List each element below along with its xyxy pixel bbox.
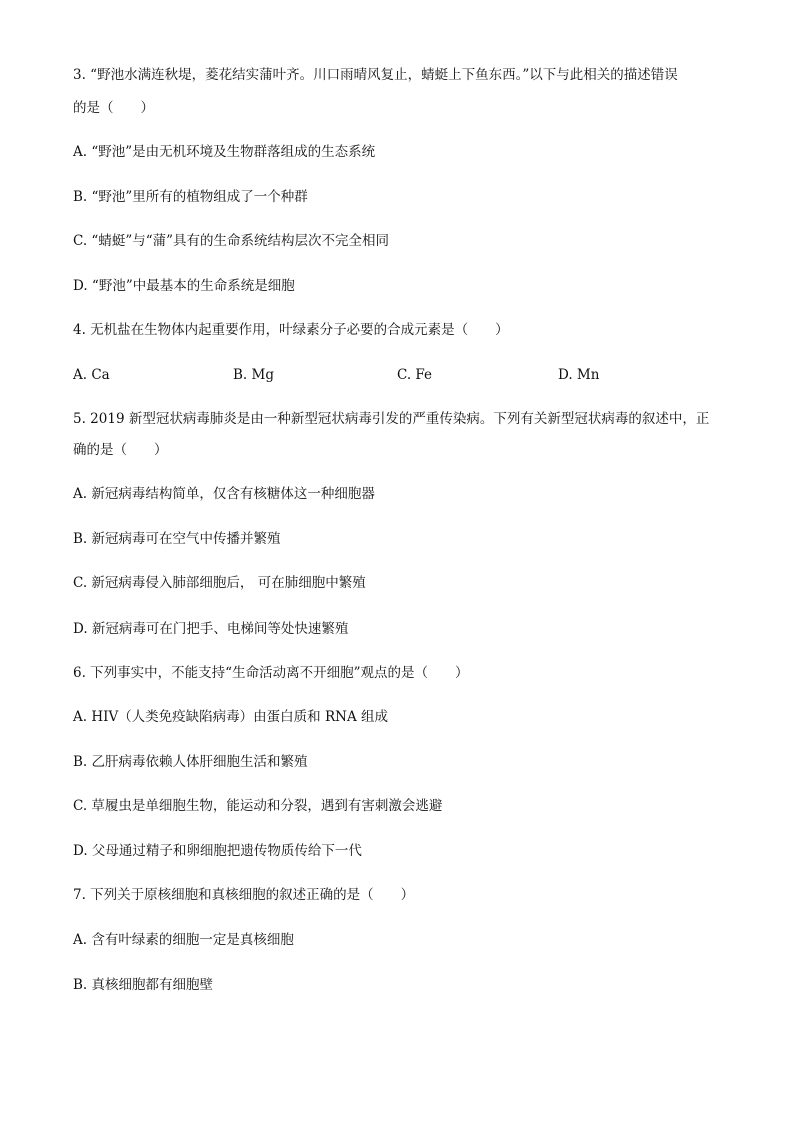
q6-option-d: D. 父母通过精子和卵细胞把遗传物质传给下一代 bbox=[73, 843, 362, 859]
q3-stem-line2: 的是（ ） bbox=[73, 100, 154, 116]
q5-option-a: A. 新冠病毒结构简单，仅含有核糖体这一种细胞器 bbox=[73, 486, 375, 502]
q6-option-a: A. HIV（人类免疫缺陷病毒）由蛋白质和 RNA 组成 bbox=[73, 709, 388, 725]
q6-option-b: B. 乙肝病毒依赖人体肝细胞生活和繁殖 bbox=[73, 754, 308, 770]
q6-stem: 6. 下列事实中，不能支持“生命活动离不开细胞”观点的是（ ） bbox=[73, 665, 469, 681]
q7-option-a: A. 含有叶绿素的细胞一定是真核细胞 bbox=[73, 932, 294, 948]
q4-stem: 4. 无机盐在生物体内起重要作用，叶绿素分子必要的合成元素是（ ） bbox=[73, 322, 509, 338]
q6-option-c: C. 草履虫是单细胞生物，能运动和分裂，遇到有害刺激会逃避 bbox=[73, 798, 443, 814]
q3-stem-line1: 3. “野池水满连秋堤，菱花结实蒲叶齐。川口雨晴风复止，蜻蜓上下鱼东西。”以下与此相关的描述错误 bbox=[73, 67, 678, 83]
q3-option-b: B. “野池”里所有的植物组成了一个种群 bbox=[73, 189, 308, 205]
q5-option-b: B. 新冠病毒可在空气中传播并繁殖 bbox=[73, 531, 281, 547]
q3-option-a: A. “野池”是由无机环境及生物群落组成的生态系统 bbox=[73, 144, 376, 160]
q3-option-c: C. “蜻蜓”与“蒲”具有的生命系统结构层次不完全相同 bbox=[73, 233, 390, 249]
q5-stem-line2: 确的是（ ） bbox=[73, 442, 168, 458]
q7-stem: 7. 下列关于原核细胞和真核细胞的叙述正确的是（ ） bbox=[73, 887, 415, 903]
q3-option-d: D. “野池”中最基本的生命系统是细胞 bbox=[73, 278, 295, 294]
q7-option-b: B. 真核细胞都有细胞壁 bbox=[73, 977, 214, 993]
q5-option-d: D. 新冠病毒可在门把手、电梯间等处快速繁殖 bbox=[73, 621, 349, 637]
q4-option-b: B. Mg bbox=[233, 367, 274, 383]
q4-option-c: C. Fe bbox=[397, 367, 433, 383]
q4-option-a: A. Ca bbox=[73, 367, 110, 383]
q5-stem-line1: 5. 2019 新型冠状病毒肺炎是由一种新型冠状病毒引发的严重传染病。下列有关新型冠状病毒的叙述中，正 bbox=[73, 411, 710, 427]
q5-option-c: C. 新冠病毒侵入肺部细胞后， 可在肺细胞中繁殖 bbox=[73, 575, 366, 591]
q4-option-d: D. Mn bbox=[558, 367, 600, 383]
